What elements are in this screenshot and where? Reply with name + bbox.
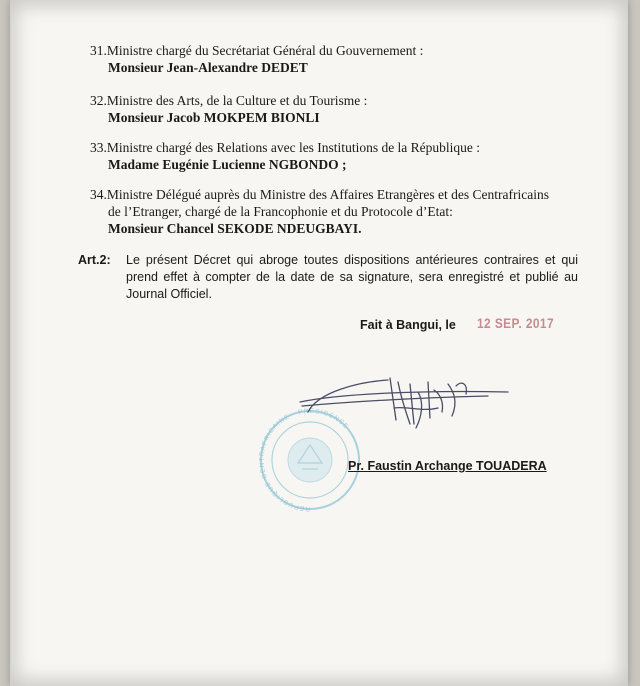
article-label: Art.2: [78,253,111,267]
item-number: 34. [90,187,107,202]
minister-name: Monsieur Jean-Alexandre DEDET [108,60,308,75]
date-stamp: 12 SEP. 2017 [477,315,555,331]
signer-name: Pr. Faustin Archange TOUADERA [348,459,547,473]
item-title: Ministre Délégué auprès du Ministre des Affaires Etrangères et des Centrafricains [106,187,549,202]
item-number: 32. [90,93,107,108]
document-page [10,0,628,686]
minister-name: Monsieur Chancel SEKODE NDEUGBAYI. [108,221,362,236]
item-title: Ministre chargé du Secrétariat Général du Gouvernement : [106,43,424,58]
decree-item-34 [90,186,549,237]
item-number: 31. [90,43,107,58]
decree-item-33 [90,139,480,173]
decree-item-32 [90,92,367,126]
article-2 [78,252,578,303]
place-date-line: Fait à Bangui, le [360,318,456,332]
item-title-continued: de l’Etranger, chargé de la Francophonie et du Protocole d’Etat: [108,204,453,219]
minister-name: Madame Eugénie Lucienne NGBONDO ; [108,157,347,172]
signature-icon [298,372,518,452]
item-number: 33. [90,140,107,155]
item-title: Ministre chargé des Relations avec les Institutions de la République : [106,140,481,155]
decree-item-31 [90,42,423,76]
item-title: Ministre des Arts, de la Culture et du Tourisme : [106,93,368,108]
minister-name: Monsieur Jacob MOKPEM BIONLI [108,110,320,125]
svg-text:REPUBLIQUE CENTRAFRICAINE · PR: REPUBLIQUE CENTRAFRICAINE · PRESIDENCE · [258,407,354,513]
article-text: Le présent Décret qui abroge toutes dispositions antérieures contraires et qui prend effet à compter de la date de sa signature, sera enregistré et publié au Journal Officiel. [126,253,578,301]
